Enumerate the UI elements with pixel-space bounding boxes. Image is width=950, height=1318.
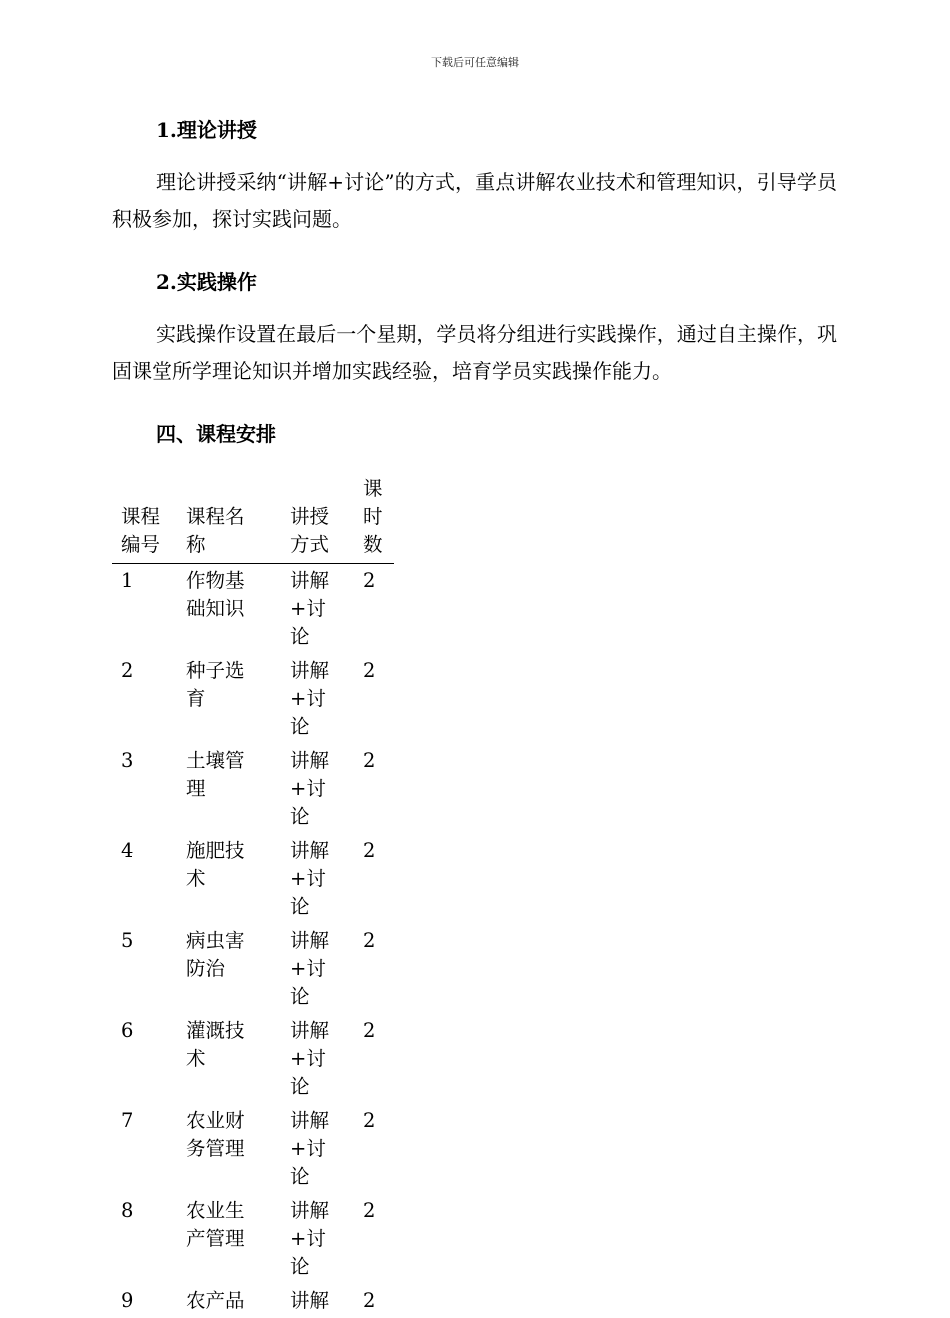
cell-course-id: 5	[121, 929, 134, 952]
section-heading-schedule: 四、课程安排	[156, 422, 276, 446]
section-heading-practice: 2.实践操作	[156, 270, 257, 294]
cell-course-id: 4	[121, 839, 134, 862]
cell-teaching-method: 讲解+讨论	[290, 1019, 330, 1098]
cell-teaching-method: 讲解+讨论	[290, 749, 330, 828]
cell-course-name: 土壤管理	[186, 749, 245, 800]
paragraph-theory: 理论讲授采纳“讲解+讨论”的方式，重点讲解农业技术和管理知识，引导学员积极参加，探讨实践问题。	[112, 170, 837, 231]
cell-course-name: 灌溉技术	[186, 1019, 245, 1070]
table-row	[112, 564, 394, 655]
table-row	[112, 1014, 394, 1104]
page-header-note: 下载后可任意编辑	[431, 56, 519, 69]
cell-course-hours: 2	[363, 749, 376, 772]
table-row	[112, 1194, 394, 1284]
cell-course-id: 9	[121, 1289, 134, 1312]
cell-teaching-method: 讲解+讨论	[290, 569, 330, 648]
table-row	[112, 654, 394, 744]
header-teaching-method: 讲授方式	[281, 472, 354, 564]
table-row	[112, 744, 394, 834]
cell-teaching-method: 讲解+讨论	[290, 929, 330, 1008]
cell-course-name: 作物基础知识	[186, 569, 245, 620]
cell-course-hours: 2	[363, 659, 376, 682]
table-row	[112, 924, 394, 1014]
cell-course-name: 农业财务管理	[186, 1109, 245, 1160]
cell-teaching-method: 讲解	[290, 1289, 330, 1312]
cell-course-hours: 2	[363, 569, 376, 592]
cell-teaching-method: 讲解+讨论	[290, 1109, 330, 1188]
cell-course-hours: 2	[363, 839, 376, 862]
section-heading-theory: 1.理论讲授	[156, 118, 257, 142]
table-row	[112, 834, 394, 924]
paragraph-practice: 实践操作设置在最后一个星期，学员将分组进行实践操作，通过自主操作，巩固课堂所学理论知识并增加实践经验，培育学员实践操作能力。	[112, 322, 837, 383]
cell-course-hours: 2	[363, 929, 376, 952]
cell-teaching-method: 讲解+讨论	[290, 1199, 330, 1278]
cell-course-id: 8	[121, 1199, 134, 1222]
header-course-name: 课程名称	[177, 472, 281, 564]
cell-course-id: 2	[121, 659, 134, 682]
course-table	[112, 472, 394, 1318]
cell-course-hours: 2	[363, 1199, 376, 1222]
cell-course-id: 6	[121, 1019, 134, 1042]
cell-teaching-method: 讲解+讨论	[290, 659, 330, 738]
cell-course-name: 病虫害防治	[186, 929, 245, 980]
cell-course-name: 施肥技术	[186, 839, 245, 890]
cell-course-hours: 2	[363, 1109, 376, 1132]
cell-course-name: 农产品	[186, 1289, 245, 1312]
cell-course-name: 种子选育	[186, 659, 245, 710]
table-row	[112, 1284, 394, 1318]
cell-course-id: 3	[121, 749, 134, 772]
cell-course-id: 1	[121, 569, 134, 592]
table-header-row	[112, 472, 394, 564]
header-course-id: 课程编号	[112, 472, 177, 564]
cell-course-name: 农业生产管理	[186, 1199, 245, 1250]
cell-course-id: 7	[121, 1109, 134, 1132]
cell-course-hours: 2	[363, 1019, 376, 1042]
header-course-hours: 课时数	[354, 472, 394, 564]
cell-teaching-method: 讲解+讨论	[290, 839, 330, 918]
table-row	[112, 1104, 394, 1194]
cell-course-hours: 2	[363, 1289, 376, 1312]
